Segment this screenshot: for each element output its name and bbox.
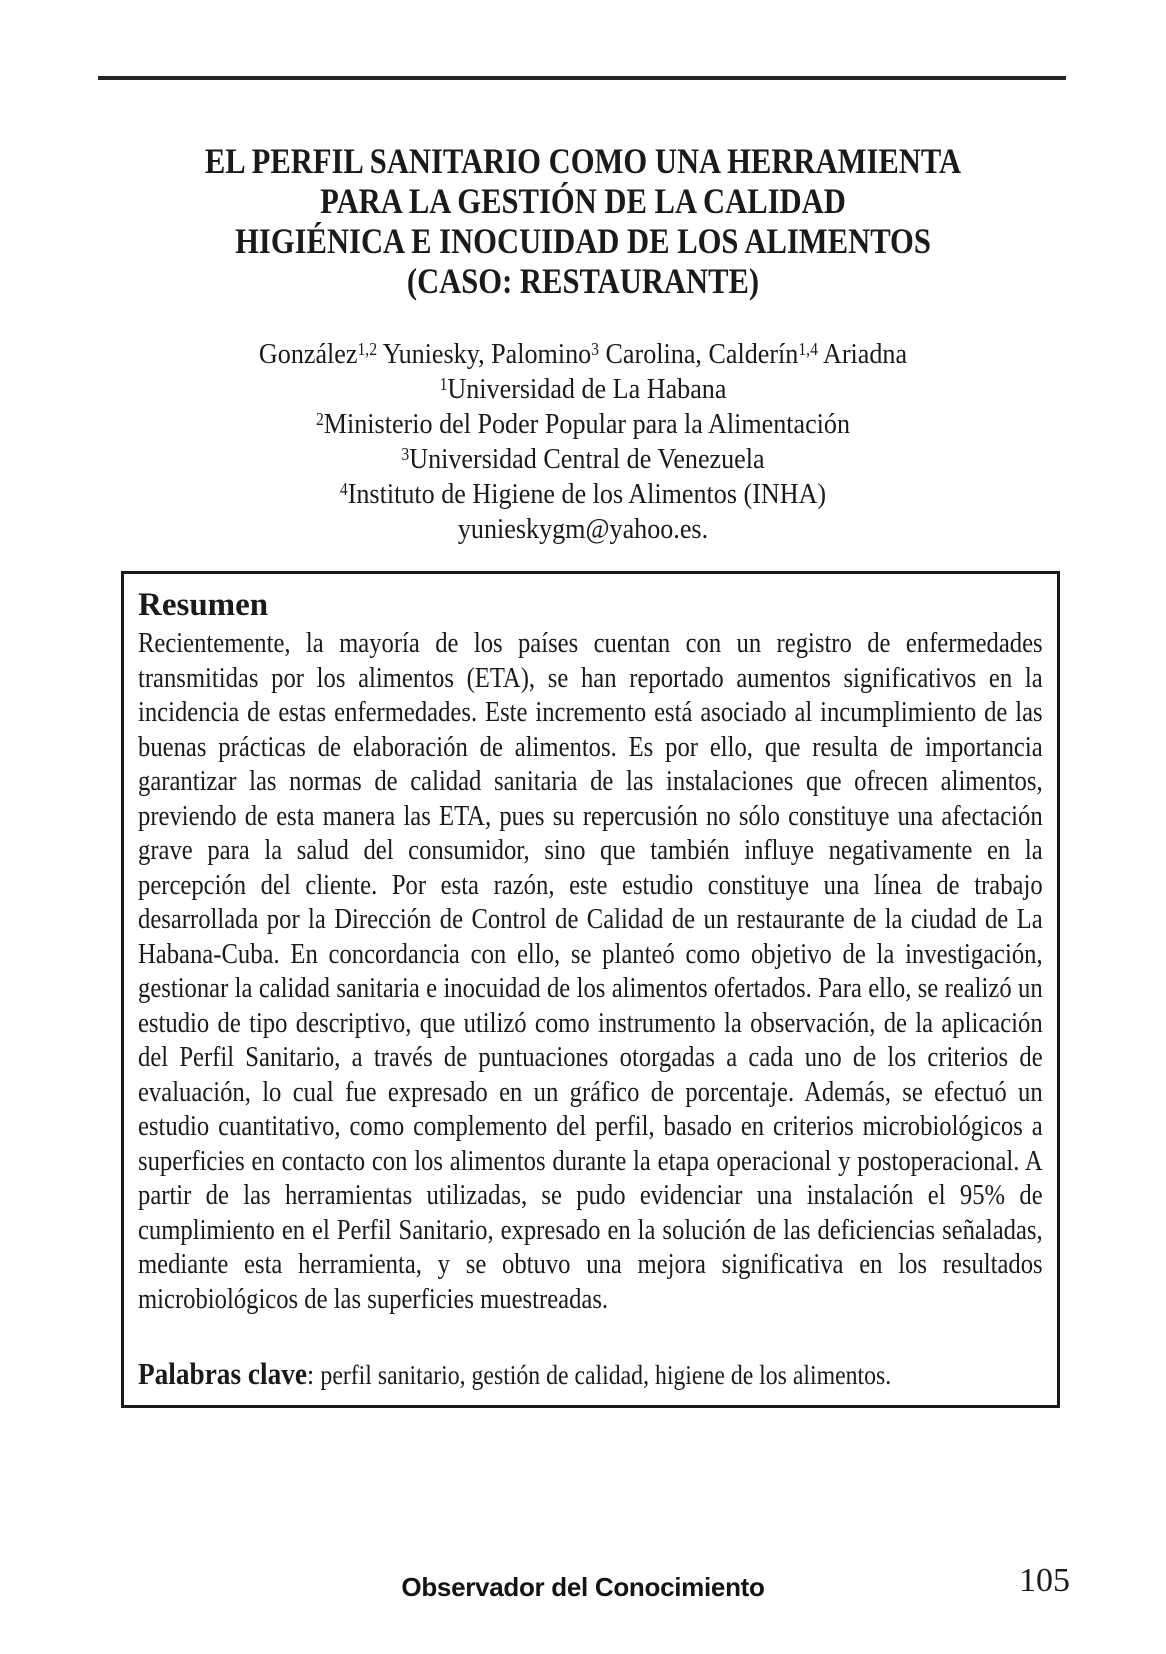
affiliation-text: Universidad Central de Venezuela [409,443,765,475]
affiliation-superscript: 1 [439,374,448,395]
affiliation-line [58,477,1107,512]
affiliation-text: Ministerio del Poder Popular para la Alimentación [323,408,851,440]
article-title [87,141,1078,301]
author-name: Yuniesky, Palomino [377,338,592,370]
author-name: Carolina, Calderín [599,338,799,370]
author-name: Ariadna [817,338,908,370]
article-title-line-2: PARA LA GESTIÓN DE LA CALIDAD [320,181,846,221]
article-title-line-4: (CASO: RESTAURANTE) [406,261,760,301]
author-affiliation-superscript: 1,4 [798,339,818,360]
author-affiliation-superscript: 3 [591,339,600,360]
affiliation-superscript: 3 [401,444,410,465]
keywords-colon: : [306,1359,321,1391]
abstract-heading: Resumen [138,587,269,623]
author-name: González [258,338,358,370]
affiliation-superscript: 4 [339,479,348,500]
header-rule [98,76,1066,80]
affiliation-text: Universidad de La Habana [447,373,727,405]
affiliation-line [58,407,1107,442]
article-title-line-1: EL PERFIL SANITARIO COMO UNA HERRAMIENTA [204,141,962,181]
journal-name: Observador del Conocimiento [401,1572,765,1602]
affiliation-superscript: 2 [315,409,324,430]
affiliation-text: Instituto de Higiene de los Alimentos (INHA) [347,478,827,510]
authors-block [58,337,1107,547]
page-number: 105 [1019,1562,1070,1599]
abstract-box [121,571,1060,1408]
authors-line [58,337,1107,372]
keywords-row [138,1356,1043,1392]
contact-email: yunieskygm@yahoo.es. [457,513,709,545]
article-title-line-3: HIGIÉNICA E INOCUIDAD DE LOS ALIMENTOS [235,221,931,261]
abstract-body-text: Recientemente, la mayoría de los países cuentan con un registro de enfermedades transmitidas por los alimentos (ETA), se han reportado aumentos significativos en la incidencia de estas enfermedades. Este incremento está asociado al incumplimiento de las buenas prácticas de elaboración de alimentos. Es por ello, que resulta de importancia garantizar las normas de calidad sanitaria de las instalaciones que ofrecen alimentos, previendo de esta manera las ETA, pues su repercusión no sólo constituye una afectación grave para la salud del consumidor, sino que también influye negativamente en la percepción del cliente. Por esta razón, este estudio constituye una línea de trabajo desarrollada por la Dirección de Control de Calidad de un restaurante de la ciudad de La Habana-Cuba. En concordancia con ello, se planteó como objetivo de la investigación, gestionar la calidad sanitaria e inocuidad de los alimentos ofertados. Para ello, se realizó un estudio de tipo descriptivo, que utilizó como instrumento la observación, de la aplicación del Perfil Sanitario, a través de puntuaciones otorgadas a cada uno de los criterios de evaluación, lo cual fue expresado en un gráfico de porcentaje. Además, se efectuó un estudio cuantitativo, como complemento del perfil, basado en criterios microbiológicos a superficies en contacto con los alimentos durante la etapa operacional y postoperacional. A partir de las herramientas utilizadas, se pudo evidenciar una instalación el 95% de cumplimiento en el Perfil Sanitario, expresado en la solución de las deficiencias señaladas, mediante esta herramienta, y se obtuvo una mejora significativa en los resultados microbiológicos de las superficies muestreadas. [138,628,1043,1315]
affiliation-line [58,442,1107,477]
keywords-label: Palabras clave [138,1356,307,1391]
author-affiliation-superscript: 1,2 [357,339,378,360]
affiliation-line [58,372,1107,407]
keywords-text: perfil sanitario, gestión de calidad, higiene de los alimentos. [320,1360,892,1390]
